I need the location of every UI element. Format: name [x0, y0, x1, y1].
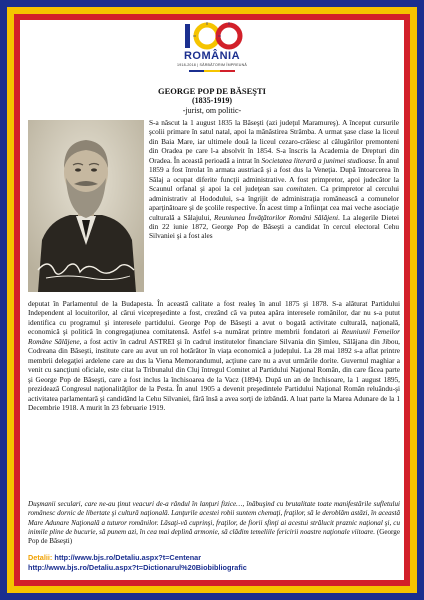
- centenary-logo: [167, 20, 257, 78]
- bio-full-width-text: [28, 299, 400, 412]
- quote-text: Duşmanii seculari, care ne-au ţinut veacuri de-a rândul în lanţuri fizice…, înăbuşind cu brutalitate toate manifestările sufletului românesc dornic de libertate şi cultură naţională. Lanţurile acestei robii suntem chemaţi, fraţilor, să le deroblăm astăzi, în această Mare Adunare Naţională a tuturor românilor. Lăsaţi-vă cuprinşi, fraţilor, de fiorii sfinţi ai acestui strălucit praznic naţional şi, cu inimile pline de bucurie, să punem azi, în cea mai deplină armonie, să clădim temeliile fericirii noastre naţionale viitoare.: [28, 500, 400, 536]
- bio-text-emphasis: comitaten: [286, 184, 316, 194]
- page-content: [20, 20, 404, 580]
- link-dictionar[interactable]: http://www.bjs.ro/Detaliu.aspx?t=Dictionarul%20Biobibliografic: [28, 563, 247, 572]
- portrait-photo: [28, 120, 144, 292]
- bio-text-part: deputat în Parlamentul de la Budapesta. În această calitate a fost realeş în anul 1875 şi 1878. S-a alăturat Partidului Independent al locuitorilor, al cărui vicepreşedinte a fost, crezând că va putea apăra interesele românilor, dar nu s-a putut identifica cu programul şi interesele partidului. George Pop de Băseşti a avut o bogată activitate culturală, naţională, economică şi politică în congregaţiunea comitatensă. Astfel s-a numărat printre membrii fondatori ai: [28, 299, 400, 337]
- page-title: GEORGE POP DE BĂSEŞTI: [158, 86, 266, 96]
- life-years: (1835-1919): [192, 96, 232, 105]
- bio-text-emphasis: Societatea literară a junimei studioase: [261, 155, 375, 165]
- portrait-photo-icon: [28, 120, 144, 292]
- bio-text-emphasis: Reuniunii Femeilor Române Sălăjene: [28, 327, 400, 346]
- quote-block: [28, 500, 400, 546]
- page-subtitle: -jurist, om politic-: [182, 106, 242, 115]
- bio-text-part: . Ca primpretor al cercului administrativ al Hododului, s-a îngrijit de administraţia românească a comunelor aparţinătoare şi de şcolile respective. În acest timp a înfiinţat cea mai veche asociaţie culturală a Sălajului,: [149, 184, 399, 222]
- bio-text-emphasis: Reuniunea Învăţătorilor Români Sălăjeni: [214, 212, 339, 222]
- quote-attribution: (George Pop de Băseşti): [28, 527, 400, 546]
- logo-tagline: 1918-2018 | SĂRBĂTORIM ÎMPREUNĂ: [177, 63, 247, 67]
- bio-text-part: S-a născut la 1 august 1835 la Băseşti (azi judeţul Maramureş). A început cursurile şcolii primare în satul natal, apoi la mănăstirea Strâmba. A urmat şase clase la liceul din Baia Mare, iar ultimele două la liceul cezaro-crăiesc al călugărilor premonteni din Oradea pe care l-a absolvit în 1854. S-a înscris la Academia de Drepturi din Oradea. În această perioadă a intrat în: [149, 118, 399, 165]
- logo-tricolor-stripe: [189, 70, 235, 72]
- link-centenar[interactable]: http://www.bjs.ro/Detaliu.aspx?t=Centenar: [54, 553, 202, 562]
- links-section: [28, 553, 400, 573]
- bio-text-part: . În anul 1859 a fost înrolat în armata austriacă şi a fost dus la Veneţia. După întoarcerea în Sălaj a ocupat diferite funcţii administrative. A fost primpretor, apoi judecător la Scaunul orfanal şi apoi la cel judeţean sau: [149, 155, 399, 194]
- bio-column-text: [149, 118, 399, 241]
- logo-wordmark: ROMÂNIA: [183, 50, 241, 62]
- centenary-100-icon: [177, 20, 247, 50]
- bio-text-part: . La alegerile Dietei din 22 iunie 1872, George Pop de Băseşti a candidat în cercul electoral Cehu Silvaniei şi a fost ales: [149, 212, 399, 241]
- bio-text-part: , a fost activ în cadrul ASTREI şi în cadrul institutelor financiare Silvania din Şimleu, Sălăjana din Jibou, Codreana din Băseşti, institute care au avut un rol hotărâtor în viaţa economică a judeţului. La 28 mai 1892 s-a aflat printre membrii delegaţiei ardelene care au dus la Viena Memorandumul, acţiune care nu a avut urmările dorite. Guvernul maghiar a venit cu sancţiuni oficiale, este citat la Tribunalul din Cluj întregul Comitet al Partidului Naţional Român, din care făcea parte şi George Pop de Băseşti, care a fost inclus la închisoarea de la Vacz (1894). După un an de închisoare, la 1 august 1895, prezidează Congresul naţionalităţilor de la Pesta. În anul 1905 a devenit preşedintele Partidului Naţional Român reluându-şi activitatea parlamentară şi candidând la Cehu Silvaniei, fără însă a avea sorţi de izbândă. A luat parte la Marea Adunare de la 1 Decembrie 1918. A murit în 23 februarie 1919.: [28, 336, 400, 412]
- details-label: Detalii:: [28, 553, 53, 562]
